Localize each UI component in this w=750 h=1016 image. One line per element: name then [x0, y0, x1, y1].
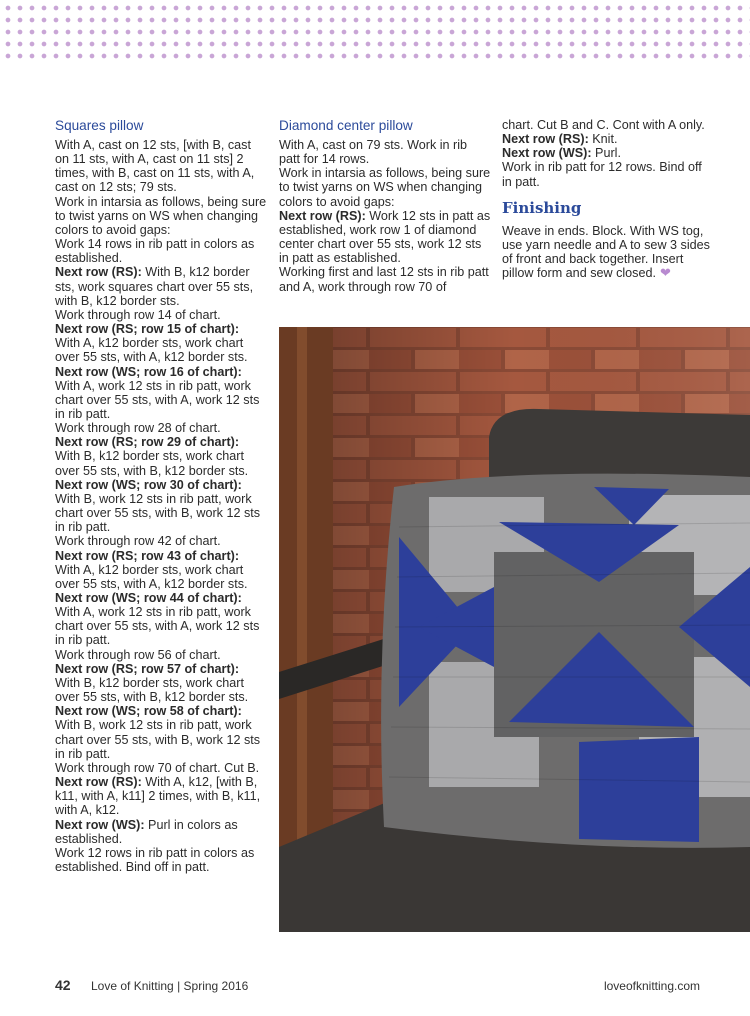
row-text: With B, work 12 sts in rib patt, work chart over 55 sts, with B, work 12 sts in rib patt.: [55, 718, 261, 761]
row-label: Next row (RS; row 15 of chart):: [55, 322, 240, 337]
pillow-photo-illustration: [279, 327, 750, 932]
instruction-paragraph: Work through row 56 of chart.: [55, 647, 221, 662]
row-text: Purl in colors as established.: [55, 817, 238, 846]
row-text: With A, k12, [with B, k11, with A, k11] 2 times, with B, k11, with A, k12.: [55, 775, 261, 818]
row-instruction: [55, 662, 267, 704]
row-instruction: [55, 775, 267, 817]
website-url: loveofknitting.com: [603, 979, 700, 993]
row-instruction: [279, 209, 491, 266]
row-label: Next row (RS):: [279, 208, 366, 223]
row-instruction: [55, 265, 267, 307]
row-label: Next row (WS):: [55, 817, 145, 832]
instruction-paragraph: Work 14 rows in rib patt in colors as established.: [55, 237, 255, 266]
instruction-paragraph: Work in intarsia as follows, being sure to twist yarns on WS when changing colors to avoid gaps:: [279, 166, 491, 209]
instruction-paragraph: chart. Cut B and C. Cont with A only.: [502, 118, 705, 132]
row-label: Next row (WS; row 16 of chart):: [55, 364, 242, 379]
row-label: Next row (RS; row 43 of chart):: [55, 548, 240, 563]
row-instruction: [55, 549, 267, 591]
row-text: With A, k12 border sts, work chart over 55 sts, with A, k12 border sts.: [55, 562, 248, 591]
row-label: Next row (RS):: [502, 132, 589, 147]
row-label: Next row (WS; row 44 of chart):: [55, 591, 242, 605]
magazine-credit: [91, 979, 248, 993]
instruction-paragraph: With A, cast on 12 sts, [with B, cast on 11 sts, with A, cast on 11 sts] 2 times, with B, cast on 11 sts, with A, cast on 12 sts; 79 sts.: [55, 138, 255, 195]
row-text: With A, k12 border sts, work chart over 55 sts, with A, k12 border sts.: [55, 336, 248, 365]
page-number: 42: [55, 977, 71, 993]
instruction-paragraph: Working first and last 12 sts in rib patt and A, work through row 70 of: [279, 265, 489, 294]
row-instruction: [55, 478, 267, 535]
instruction-paragraph: Work through row 14 of chart.: [55, 307, 221, 322]
heart-icon: ❤: [660, 265, 671, 281]
row-label: Next row (WS):: [502, 146, 592, 161]
row-label: Next row (RS; row 29 of chart):: [55, 435, 240, 450]
row-instruction: [502, 132, 714, 146]
pillow-photo: [279, 327, 750, 932]
row-instruction: [55, 818, 267, 846]
section-heading-finishing: Finishing: [502, 198, 582, 217]
instruction-paragraph: With A, cast on 79 sts. Work in rib patt for 14 rows.: [279, 138, 468, 167]
row-instruction: [55, 435, 267, 477]
column-diamond-center-pillow: [279, 118, 491, 294]
instruction-paragraph: Work through row 28 of chart.: [55, 421, 221, 436]
instruction-paragraph: Work through row 42 of chart.: [55, 534, 221, 549]
magazine-name: Love of Knitting: [91, 979, 174, 993]
issue-label: | Spring 2016: [173, 979, 249, 993]
column-squares-pillow: [55, 118, 267, 874]
row-text: With A, work 12 sts in rib patt, work chart over 55 sts, with A, work 12 sts in rib patt.: [55, 605, 260, 648]
column-continuation: [502, 118, 714, 280]
row-instruction: [502, 146, 714, 160]
row-instruction: [55, 591, 267, 648]
row-label: Next row (RS):: [55, 775, 142, 790]
instruction-paragraph: Work through row 70 of chart. Cut B.: [55, 760, 260, 775]
instruction-paragraph: Work 12 rows in rib patt in colors as established. Bind off in patt.: [55, 845, 255, 874]
row-text: With B, k12 border sts, work chart over 55 sts, with B, k12 border sts.: [55, 449, 249, 478]
row-text: With A, work 12 sts in rib patt, work chart over 55 sts, with A, work 12 sts in rib patt.: [55, 378, 260, 421]
instruction-paragraph: [502, 224, 714, 281]
polka-dot-header-band: [0, 0, 750, 62]
section-heading-diamond-center-pillow: Diamond center pillow: [279, 118, 413, 133]
row-text: Purl.: [591, 146, 621, 161]
row-text: Work 12 sts in patt as established, work row 1 of diamond center chart over 55 sts, work 12 sts in patt as established.: [279, 208, 491, 266]
row-text: Knit.: [588, 132, 618, 147]
row-label: Next row (RS; row 57 of chart):: [55, 661, 240, 676]
row-instruction: [55, 322, 267, 364]
section-heading-squares-pillow: Squares pillow: [55, 118, 144, 133]
instruction-paragraph: Work in rib patt for 12 rows. Bind off in patt.: [502, 160, 702, 189]
row-instruction: [55, 365, 267, 422]
row-text: With B, k12 border sts, work squares chart over 55 sts, with B, k12 border sts.: [55, 265, 254, 308]
row-text: With B, k12 border sts, work chart over 55 sts, with B, k12 border sts.: [55, 675, 249, 705]
row-label: Next row (RS):: [55, 265, 142, 280]
row-label: Next row (WS; row 58 of chart):: [55, 704, 242, 719]
finishing-text: Weave in ends. Block. With WS tog, use yarn needle and A to sew 3 sides of front and back together. Insert pillow form and sew closed.: [502, 223, 710, 281]
row-text: With B, work 12 sts in rib patt, work chart over 55 sts, with B, work 12 sts in rib patt.: [55, 491, 261, 535]
instruction-paragraph: Work in intarsia as follows, being sure to twist yarns on WS when changing colors to avoid gaps:: [55, 194, 267, 237]
row-label: Next row (WS; row 30 of chart):: [55, 477, 242, 492]
row-instruction: [55, 704, 267, 761]
